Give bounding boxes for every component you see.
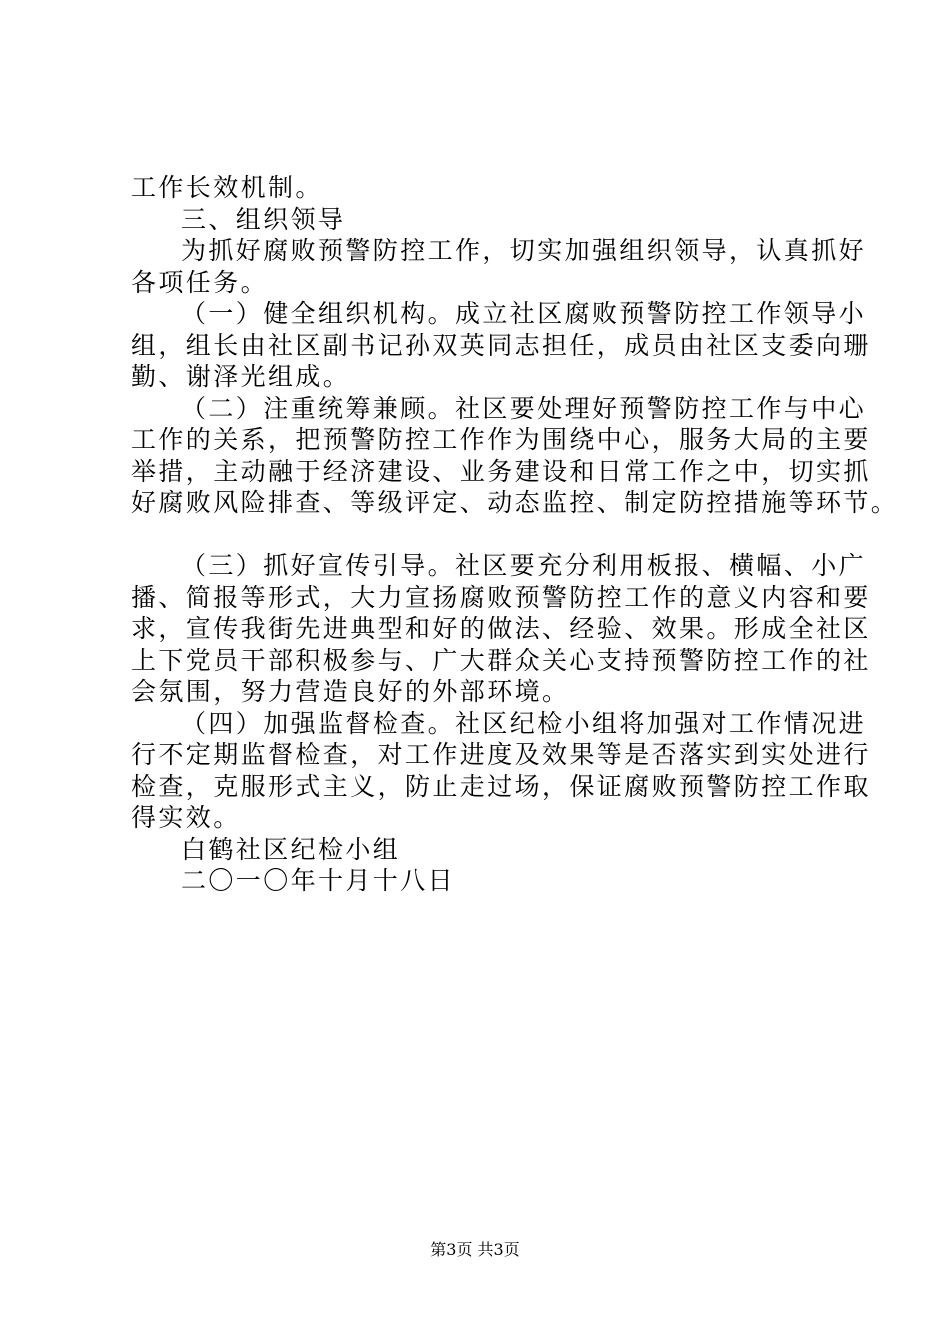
- text-line: 得实效。: [131, 803, 241, 832]
- section-heading: 三、组织领导: [181, 204, 346, 234]
- text-line: （二）注重统筹兼顾。社区要处理好预警防控工作与中心: [181, 393, 867, 423]
- signature-date: 二〇一〇年十月十八日: [181, 866, 456, 895]
- text-line: （四）加强监督检查。社区纪检小组将加强对工作情况进: [181, 708, 867, 738]
- text-line: 工作长效机制。: [131, 173, 323, 202]
- text-line: 勤、谢泽光组成。: [131, 362, 351, 391]
- text-line: 组，组长由社区副书记孙双英同志担任，成员由社区支委向珊: [131, 330, 871, 360]
- text-line: 播、简报等形式，大力宣扬腐败预警防控工作的意义内容和要: [131, 582, 871, 612]
- text-line: 举措，主动融于经济建设、业务建设和日常工作之中，切实抓: [131, 456, 871, 486]
- text-line: 为抓好腐败预警防控工作，切实加强组织领导，认真抓好: [181, 236, 867, 265]
- document-body: [131, 172, 899, 897]
- text-line: 求，宣传我街先进典型和好的做法、经验、效果。形成全社区: [131, 614, 871, 643]
- text-line: 好腐败风险排查、等级评定、动态监控、制定防控措施等环节。: [131, 488, 899, 517]
- text-line: 上下党员干部积极参与、广大群众关心支持预警防控工作的社: [131, 645, 871, 675]
- text-line: 工作的关系，把预警防控工作作为围绕中心，服务大局的主要: [131, 425, 871, 454]
- page-footer: 第3页 共3页: [430, 1240, 520, 1259]
- text-line: （一）健全组织机构。成立社区腐败预警防控工作领导小: [181, 299, 867, 328]
- paragraph-spacer: [131, 519, 843, 551]
- text-line: 检查，克服形式主义，防止走过场，保证腐败预警防控工作取: [131, 771, 871, 801]
- text-line: 行不定期监督检查，对工作进度及效果等是否落实到实处进行: [131, 740, 871, 769]
- text-line: （三）抓好宣传引导。社区要充分利用板报、横幅、小广: [181, 551, 867, 580]
- signature-organization: 白鹤社区纪检小组: [181, 834, 401, 864]
- text-line: 会氛围，努力营造良好的外部环境。: [131, 677, 570, 706]
- text-line: 各项任务。: [131, 267, 269, 297]
